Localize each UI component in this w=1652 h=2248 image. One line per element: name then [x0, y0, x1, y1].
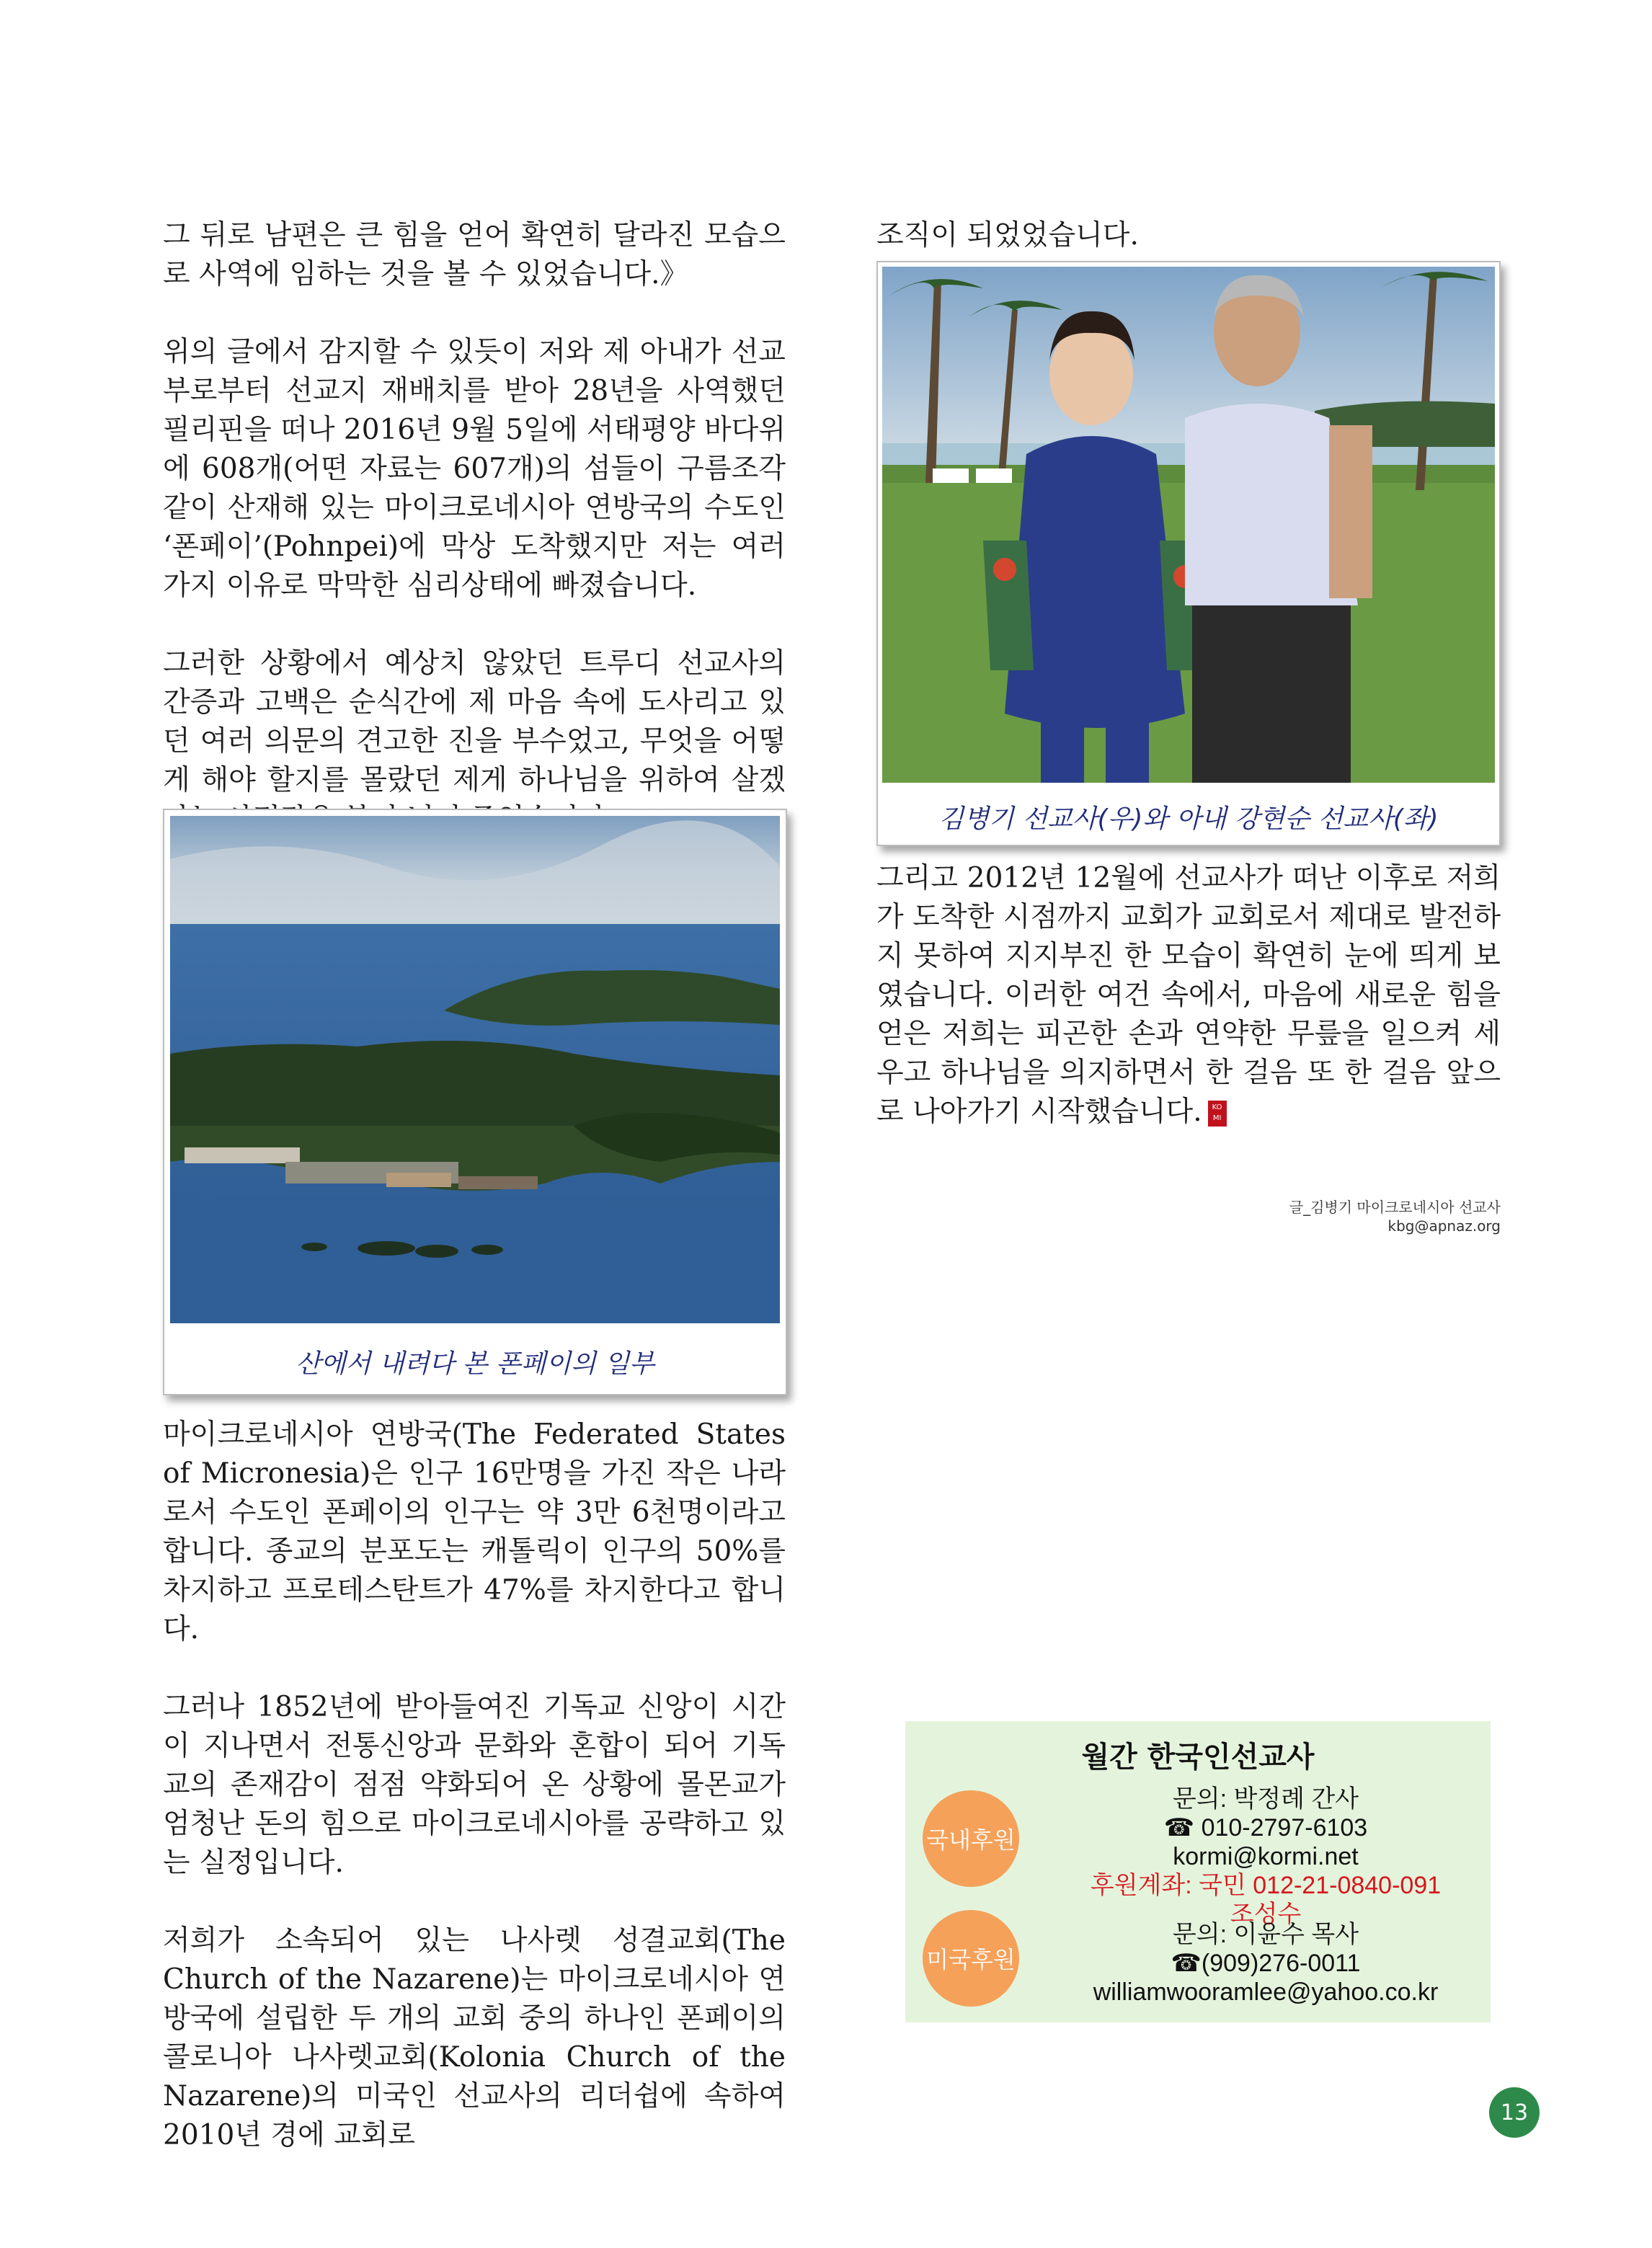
- author-credit: [1289, 1198, 1501, 1235]
- island-photo: [170, 816, 780, 1323]
- us-phone: ☎(909)276-0011: [1171, 1950, 1361, 1977]
- domestic-email[interactable]: kormi@kormi.net: [1173, 1843, 1359, 1870]
- paragraph: 마이크로네시아 연방국(The Federated States of Micronesia)은 인구 16만명을 가진 작은 나라로서 수도인 폰페이의 인구는 약 3만 6천명이라고 합니다. 종교의 분포도는 캐톨릭이 인구의 50%를 차지하고 프로테스탄트가 47%를 차지한다고 합니다.: [163, 1418, 786, 1645]
- us-email[interactable]: williamwooramlee@yahoo.co.kr: [1093, 1978, 1439, 2006]
- paragraph: 그 뒤로 남편은 큰 힘을 얻어 확연히 달라진 모습으로 사역에 임하는 것을 볼 수 있었습니다.》: [163, 219, 786, 290]
- paragraph: [876, 859, 1501, 1132]
- author-name: 글_김병기 마이크로네시아 선교사: [1289, 1199, 1501, 1216]
- page-number: 13: [1489, 2087, 1540, 2138]
- komi-logo-icon: KO MI: [1208, 1101, 1227, 1127]
- island-photo-frame: [163, 809, 787, 1395]
- paragraph: 그러나 1852년에 받아들여진 기독교 신앙이 시간이 지나면서 전통신앙과 문화와 혼합이 되어 기독교의 존재감이 점점 약화되어 온 상황에 몰몬교가 엄청난 돈의 힘으로 마이크로네시아를 공략하고 있는 실정입니다.: [163, 1691, 786, 1879]
- island-photo-caption: 산에서 내려다 본 폰페이의 일부: [296, 1349, 654, 1379]
- left-column-bottom: [163, 1416, 786, 2155]
- us-contact: 문의: 이윤수 목사: [1172, 1921, 1359, 1948]
- domestic-support-badge: 국내후원: [923, 1790, 1019, 1887]
- right-column-bottom: [876, 859, 1501, 1132]
- info-box-title: 월간 한국인선교사: [1081, 1741, 1315, 1774]
- domestic-phone: ☎ 010-2797-6103: [1163, 1814, 1368, 1842]
- us-support-badge: 미국후원: [923, 1910, 1019, 2007]
- us-support-details: [1078, 1920, 1453, 2007]
- paragraph: 저희가 소속되어 있는 나사렛 성결교회(The Church of the Nazarene)는 마이크로네시아 연방국에 설립한 두 개의 교회 중의 하나인 폰페이의 콜로니아 나사렛교회(Kolonia Church of the Nazarene)의 미국인 선교사의 리더쉽에 속하여 2010년 경에 교회로: [163, 1924, 786, 2151]
- domestic-support-details: [1078, 1785, 1453, 1929]
- paragraph: 위의 글에서 감지할 수 있듯이 저와 제 아내가 선교부로부터 선교지 재배치를 받아 28년을 사역했던 필리핀을 떠나 2016년 9월 5일에 서태평양 바다위에 608개(어떤 자료는 607개)의 섬들이 구름조각 같이 산재해 있는 마이크로네시아 연방국의 수도인 ‘폰페이’(Pohnpei)에 막상 도착했지만 저는 여러가지 이유로 막막한 심리상태에 빠졌습니다.: [163, 336, 786, 602]
- paragraph-text: 그리고 2012년 12월에 선교사가 떠난 이후로 저희가 도착한 시점까지 교회가 교회로서 제대로 발전하지 못하여 지지부진 한 모습이 확연히 눈에 띄게 보였습니다. 이러한 여건 속에서, 마음에 새로운 힘을 얻은 저희는 피곤한 손과 연약한 무릎을 일으켜 세우고 하나님을 의지하면서 한 걸음 또 한 걸음 앞으로 나아가기 시작했습니다.: [876, 862, 1501, 1128]
- couple-photo: [882, 267, 1495, 783]
- paragraph: 그러한 상황에서 예상치 않았던 트루디 선교사의 간증과 고백은 순식간에 제 마음 속에 도사리고 있던 여러 의문의 견고한 진을 부수었고, 무엇을 어떻게 해야 할지를 몰랐던 제게 하나님을 위하여 살겠: [163, 647, 786, 796]
- domestic-contact: 문의: 박정례 간사: [1172, 1785, 1359, 1813]
- support-info-box: [905, 1721, 1491, 2022]
- paragraph: 조직이 되었었습니다.: [876, 219, 1139, 252]
- left-column-top: [163, 216, 786, 878]
- domestic-account: 후원계좌: 국민 012-21-0840-091 조성수: [1090, 1872, 1442, 1928]
- author-email: kbg@apnaz.org: [1387, 1217, 1501, 1235]
- couple-photo-frame: [876, 261, 1501, 846]
- couple-photo-caption: 김병기 선교사(우)와 아내 강현순 선교사(좌): [938, 804, 1439, 834]
